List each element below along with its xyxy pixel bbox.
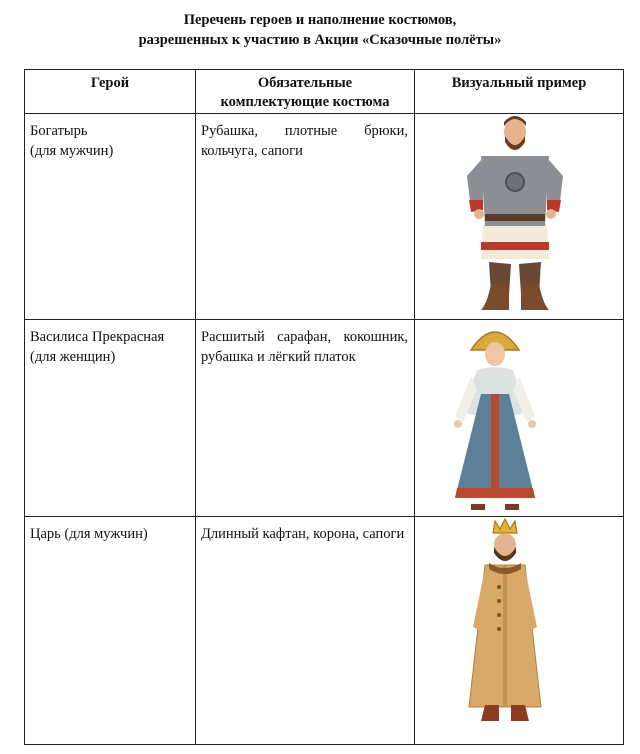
tsar-figure [425,517,585,727]
components-text: Длинный кафтан, корона, сапоги [201,526,405,542]
hero-name: Царь (для мужчин) [30,526,148,542]
components-cell [196,517,415,745]
table-row [25,320,624,517]
header-components [196,70,415,114]
example-cell [415,517,624,745]
hero-note: (для мужчин) [30,143,114,159]
header-components-line-2: комплектующие костюма [220,94,390,110]
hero-name: Василиса Прекрасная [30,329,165,345]
header-example: Визуальный пример [415,70,624,114]
components-cell [196,114,415,320]
table-row [25,517,624,745]
hero-cell [25,320,196,517]
table-row [25,114,624,320]
document-title-line-2: разрешенных к участию в Акции «Сказочные полёты» [138,32,502,48]
hero-cell [25,114,196,320]
components-cell [196,320,415,517]
hero-cell [25,517,196,745]
document-title-line-1: Перечень героев и наполнение костюмов, [183,12,457,28]
vasilisa-figure [415,320,575,516]
heroes-table [24,69,624,745]
table-header-row [25,70,624,114]
example-cell [415,320,624,517]
hero-name: Богатырь [30,123,88,139]
example-cell [415,114,624,320]
header-hero: Герой [25,70,196,114]
header-components-line-1: Обязательные [257,75,353,91]
bogatyr-figure [431,114,599,319]
components-text: Рубашка, плотные брюки, кольчуга, сапоги [201,123,408,159]
components-text: Расшитый сарафан, кокошник, рубашка и лёгкий платок [201,329,408,365]
hero-note: (для женщин) [30,349,116,365]
